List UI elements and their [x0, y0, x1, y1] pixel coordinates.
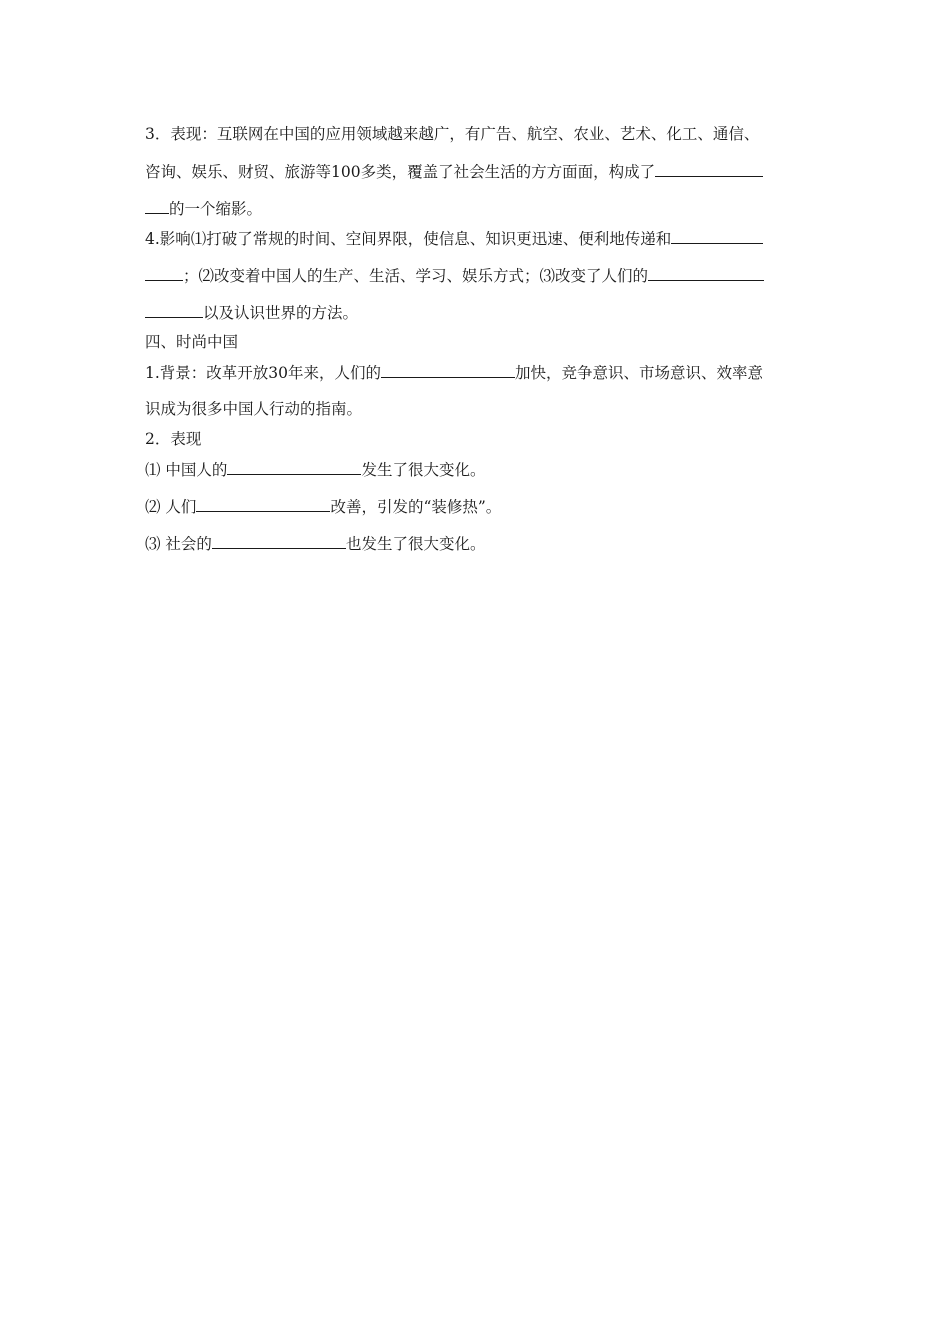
- answer-blank[interactable]: [227, 458, 361, 475]
- performance-heading: [145, 428, 807, 450]
- item-3-line-1: 3．表现：互联网在中国的应用领域越来越广，有广告、航空、农业、艺术、化工、通信、: [145, 125, 760, 143]
- performance-item-1-text-b: 发生了很大变化。: [361, 461, 486, 479]
- answer-blank[interactable]: [648, 264, 764, 281]
- item-3-performance: [145, 123, 807, 219]
- section-4-background: [145, 361, 807, 420]
- item-4-line-2-text: ；⑵改变着中国人的生产、生活、学习、娱乐方式；⑶改变了人们的: [183, 267, 649, 285]
- performance-item-3-line: [145, 532, 807, 554]
- section-heading-text: 四、时尚中国: [145, 333, 239, 351]
- item-3-line-3-text: 的一个缩影。: [169, 200, 263, 218]
- section-4-heading: [145, 331, 807, 353]
- item-4-line-1: [145, 227, 807, 249]
- performance-item-3: [145, 532, 807, 554]
- item-4-influence: [145, 227, 807, 323]
- background-line-1: [145, 361, 807, 383]
- performance-heading-text: 2．表现: [145, 430, 202, 448]
- performance-item-2-line: [145, 495, 807, 517]
- item-3-line-3: [145, 197, 807, 219]
- answer-blank[interactable]: [145, 301, 203, 318]
- performance-item-3-text-a: ⑶ 社会的: [145, 535, 212, 553]
- performance-item-1: [145, 458, 807, 480]
- answer-blank[interactable]: [381, 361, 515, 378]
- answer-blank[interactable]: [671, 227, 763, 244]
- performance-item-1-text-a: ⑴ 中国人的: [145, 461, 228, 479]
- background-line-1-text-a: 1.背景：改革开放30年来，人们的: [145, 364, 382, 382]
- answer-blank[interactable]: [212, 532, 346, 549]
- item-3-line-2: [145, 160, 807, 182]
- background-line-2: 识成为很多中国人行动的指南。: [145, 400, 363, 418]
- answer-blank[interactable]: [196, 495, 330, 512]
- background-line-1-text-b: 加快，竞争意识、市场意识、效率意: [515, 364, 764, 382]
- document-content: [145, 123, 807, 554]
- answer-blank[interactable]: [655, 160, 763, 177]
- answer-blank[interactable]: [145, 197, 169, 214]
- item-4-line-1-text: 4.影响⑴打破了常规的时间、空间界限，使信息、知识更迅速、便利地传递和: [145, 230, 672, 248]
- performance-item-2: [145, 495, 807, 517]
- answer-blank[interactable]: [145, 264, 183, 281]
- performance-item-2-text-a: ⑵ 人们: [145, 498, 197, 516]
- item-3-line-2-text: 咨询、娱乐、财贸、旅游等100多类，覆盖了社会生活的方方面面，构成了: [145, 163, 656, 181]
- item-4-line-3: [145, 301, 807, 323]
- performance-item-2-text-b: 改善，引发的“装修热”。: [330, 498, 502, 516]
- performance-item-3-text-b: 也发生了很大变化。: [345, 535, 486, 553]
- item-4-line-2: [145, 264, 807, 286]
- item-4-line-3-text: 以及认识世界的方法。: [203, 304, 359, 322]
- performance-item-1-line: [145, 458, 807, 480]
